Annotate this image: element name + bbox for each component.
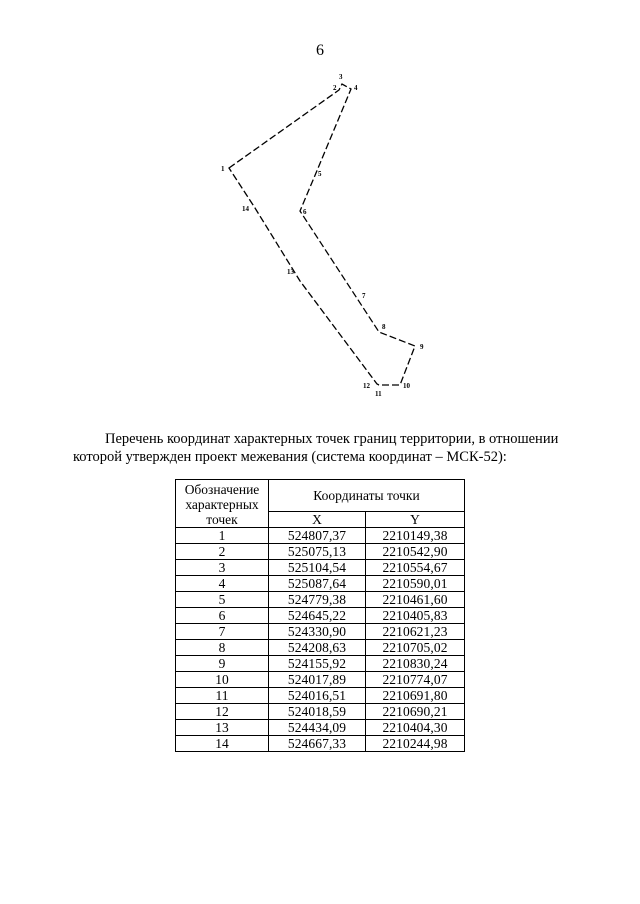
table-row [176, 656, 465, 672]
cell-y: 2210461,60 [366, 592, 465, 608]
cell-y: 2210691,80 [366, 688, 465, 704]
cell-point: 10 [176, 672, 269, 688]
header-y: Y [366, 511, 465, 527]
boundary-polygon [229, 84, 415, 385]
cell-x: 524807,37 [269, 528, 366, 544]
cell-point: 8 [176, 640, 269, 656]
cell-point: 11 [176, 688, 269, 704]
cell-x: 524330,90 [269, 624, 366, 640]
cell-point: 7 [176, 624, 269, 640]
cell-y: 2210774,07 [366, 672, 465, 688]
caption-line-2: которой утвержден проект межевания (система координат – МСК-52): [73, 449, 507, 465]
cell-x: 524155,92 [269, 656, 366, 672]
cell-x: 525104,54 [269, 560, 366, 576]
cell-x: 524016,51 [269, 688, 366, 704]
cell-x: 524434,09 [269, 720, 366, 736]
cell-point: 1 [176, 528, 269, 544]
table-row [176, 736, 465, 752]
cell-y: 2210690,21 [366, 704, 465, 720]
point-label: 1 [221, 165, 225, 173]
cell-x: 524667,33 [269, 736, 366, 752]
cell-y: 2210404,30 [366, 720, 465, 736]
cell-y: 2210830,24 [366, 656, 465, 672]
table-row [176, 672, 465, 688]
table-row [176, 576, 465, 592]
cell-point: 14 [176, 736, 269, 752]
point-label: 12 [363, 382, 370, 390]
cell-y: 2210405,83 [366, 608, 465, 624]
cell-x: 524017,89 [269, 672, 366, 688]
cell-point: 9 [176, 656, 269, 672]
cell-point: 4 [176, 576, 269, 592]
table-row [176, 720, 465, 736]
point-label: 14 [242, 205, 249, 213]
point-label: 13 [287, 268, 294, 276]
table-row [176, 528, 465, 544]
table-row [176, 608, 465, 624]
cell-y: 2210621,23 [366, 624, 465, 640]
table-row [176, 560, 465, 576]
cell-y: 2210149,38 [366, 528, 465, 544]
point-label: 4 [354, 84, 358, 92]
point-label: 11 [375, 390, 382, 398]
point-label: 3 [339, 73, 343, 81]
cell-x: 525075,13 [269, 544, 366, 560]
point-label: 8 [382, 323, 386, 331]
cell-x: 524208,63 [269, 640, 366, 656]
cell-x: 525087,64 [269, 576, 366, 592]
cell-point: 6 [176, 608, 269, 624]
cell-point: 3 [176, 560, 269, 576]
cell-point: 5 [176, 592, 269, 608]
cell-x: 524018,59 [269, 704, 366, 720]
cell-y: 2210705,02 [366, 640, 465, 656]
boundary-scheme [0, 0, 640, 410]
point-label: 10 [403, 382, 410, 390]
table-row [176, 592, 465, 608]
cell-y: 2210554,67 [366, 560, 465, 576]
cell-x: 524779,38 [269, 592, 366, 608]
page-number: 6 [316, 42, 324, 59]
point-label: 5 [318, 170, 322, 178]
table-row [176, 640, 465, 656]
cell-x: 524645,22 [269, 608, 366, 624]
cell-y: 2210590,01 [366, 576, 465, 592]
cell-point: 13 [176, 720, 269, 736]
header-x: X [269, 511, 366, 527]
point-label: 9 [420, 343, 424, 351]
coordinates-table [175, 479, 465, 752]
header-point-name: Обозначение характерных точек [176, 480, 269, 528]
caption-line-1: Перечень координат характерных точек границ территории, в отношении [105, 431, 559, 447]
point-label: 6 [303, 208, 307, 216]
header-coordinates: Координаты точки [269, 480, 465, 512]
point-label: 7 [362, 292, 366, 300]
cell-point: 2 [176, 544, 269, 560]
point-label: 2 [333, 84, 337, 92]
cell-y: 2210542,90 [366, 544, 465, 560]
table-row [176, 688, 465, 704]
table-row [176, 704, 465, 720]
cell-y: 2210244,98 [366, 736, 465, 752]
table-row [176, 624, 465, 640]
table-row [176, 544, 465, 560]
cell-point: 12 [176, 704, 269, 720]
